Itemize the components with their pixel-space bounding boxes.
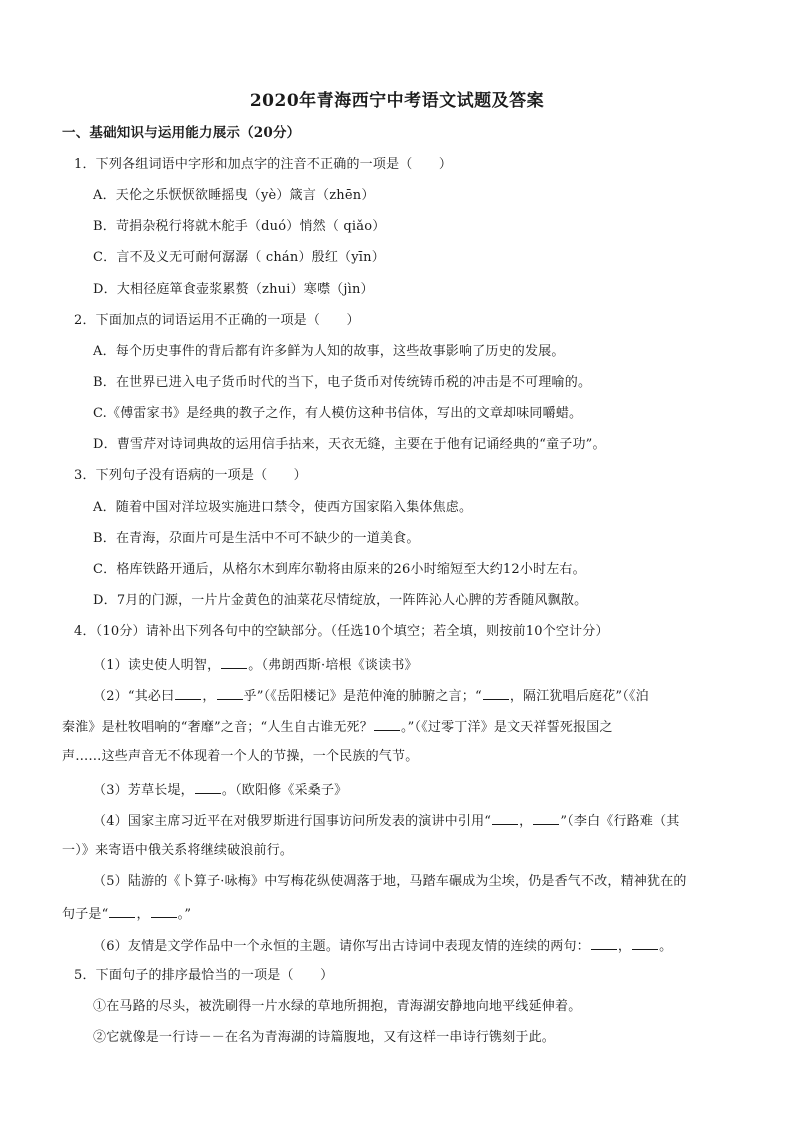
q4-item-6	[93, 937, 672, 955]
answer-blank[interactable]	[175, 687, 201, 700]
q4-item-1-source: 。（弗朗西斯·培根《谈读书》	[248, 658, 418, 673]
q1-option-d: D．大相径庭箪食壶浆累赘（zhui）寒噤（jìn）	[93, 282, 374, 297]
q2-option-c: C.《傅雷家书》是经典的教子之作，有人模仿这种书信体，写出的文章却味同嚼蜡。	[93, 406, 583, 421]
answer-blank[interactable]	[483, 687, 509, 700]
question-3-stem: 3．下列句子没有语病的一项是（ ）	[74, 468, 307, 483]
q2-option-b: B．在世界已进入电子货币时代的当下，电子货币对传统铸币税的冲击是不可理喻的。	[93, 375, 592, 390]
q4-item-2-comma: ，	[202, 689, 216, 704]
q4-item-3	[93, 781, 347, 799]
q4-item-6-text: （6）友情是文学作品中一个永恒的主题。请你写出古诗词中表现友情的连续的两句：	[93, 939, 590, 954]
answer-blank[interactable]	[221, 656, 247, 669]
question-4-stem: 4．（10分）请补出下列各句中的空缺部分。（任选10个填空；若全填，则按前10个空计分）	[74, 624, 609, 639]
q1-option-a: A．天伦之乐恹恹欲睡摇曳（yè）箴言（zhēn）	[93, 188, 375, 203]
q4-item-5-end: 。”	[177, 907, 192, 922]
q2-option-d: D．曹雪芹对诗词典故的运用信手拈来，天衣无缝，主要在于他有记诵经典的“童子功”。	[93, 437, 606, 452]
page-title: 2020年青海西宁中考语文试题及答案	[249, 91, 545, 111]
answer-blank[interactable]	[374, 718, 400, 731]
q4-item-2-text-end: ，隔江犹唱后庭花”（《泊	[509, 689, 649, 704]
q4-item-2	[93, 687, 649, 705]
question-1-stem: 1．下列各组词语中字形和加点字的注音不正确的一项是（ ）	[74, 157, 453, 172]
q4-item-2-line-2	[62, 718, 613, 736]
q3-option-b: B．在青海，尕面片可是生活中不可不缺少的一道美食。	[93, 531, 420, 546]
answer-blank[interactable]	[632, 937, 658, 950]
q3-option-d: D．7月的门源，一片片金黄色的油菜花尽情绽放，一阵阵沁人心脾的芳香随风飘散。	[93, 593, 588, 608]
q4-item-4-source: ”（李白《行路难（其	[560, 814, 680, 829]
q4-item-5-line-2	[62, 905, 191, 923]
q4-item-4-comma: ，	[519, 814, 533, 829]
answer-blank[interactable]	[109, 905, 135, 918]
q1-option-b: B．苛捐杂税行将就木舵手（duó）悄然（ qiǎo）	[93, 219, 386, 234]
q4-item-2-line-2-text: 秦淮》是杜牧唱响的“奢靡”之音；“人生自古谁无死？	[62, 720, 373, 735]
q4-item-3-text: （3）芳草长堤，	[93, 783, 194, 798]
answer-blank[interactable]	[492, 812, 518, 825]
q4-item-5-line-2-text: 句子是“	[62, 907, 109, 922]
q4-item-3-source: 。（欧阳修《采桑子》	[221, 783, 348, 798]
q3-option-c: C．格库铁路开通后，从格尔木到库尔勒将由原来的26小时缩短至大约12小时左右。	[93, 562, 586, 577]
q2-option-a: A．每个历史事件的背后都有许多鲜为人知的故事，这些故事影响了历史的发展。	[93, 344, 565, 359]
section-heading: 一、基础知识与运用能力展示（20分）	[62, 125, 301, 141]
q4-item-4-line-2: 一）》来寄语中俄关系将继续破浪前行。	[62, 843, 294, 858]
answer-blank[interactable]	[151, 905, 177, 918]
answer-blank[interactable]	[591, 937, 617, 950]
q4-item-2-text-mid: 乎”（《岳阳楼记》是范仲淹的肺腑之言；“	[243, 689, 482, 704]
q5-item-1: ①在马路的尽头，被洗刷得一片水绿的草地所拥抱，青海湖安静地向地平线延伸着。	[93, 999, 582, 1014]
question-2-stem: 2．下面加点的词语运用不正确的一项是（ ）	[74, 313, 360, 328]
answer-blank[interactable]	[533, 812, 559, 825]
q4-item-6-comma: ，	[617, 939, 632, 954]
q5-item-2: ②它就像是一行诗－－在名为青海湖的诗篇腹地，又有这样一串诗行镌刻于此。	[93, 1030, 556, 1045]
q4-item-1	[93, 656, 418, 674]
q4-item-2-line-3: 声……这些声音无不体现着一个人的节操，一个民族的气节。	[62, 749, 419, 764]
q4-item-5: （5）陆游的《卜算子·咏梅》中写梅花纵使凋落于地，马踏车碾成为尘埃，仍是香气不改，精神犹在的	[93, 874, 687, 889]
answer-blank[interactable]	[195, 781, 221, 794]
q4-item-2-text: （2）“其必曰	[93, 689, 175, 704]
q4-item-5-comma: ，	[136, 907, 150, 922]
q4-item-4-text: （4）国家主席习近平在对俄罗斯进行国事访问所发表的演讲中引用“	[93, 814, 492, 829]
q4-item-6-end: 。	[659, 939, 673, 954]
answer-blank[interactable]	[217, 687, 243, 700]
question-5-stem: 5．下面句子的排序最恰当的一项是（ ）	[74, 968, 334, 983]
q3-option-a: A．随着中国对洋垃圾实施进口禁令，使西方国家陷入集体焦虑。	[93, 500, 473, 515]
q4-item-2-line-2-end: 。”（《过零丁洋》是文天祥誓死报国之	[400, 720, 613, 735]
q4-item-1-text: （1）读史使人明智，	[93, 658, 221, 673]
q4-item-4	[93, 812, 679, 830]
q1-option-c: C．言不及义无可耐何潺潺（ chán）殷红（yīn）	[93, 250, 385, 265]
